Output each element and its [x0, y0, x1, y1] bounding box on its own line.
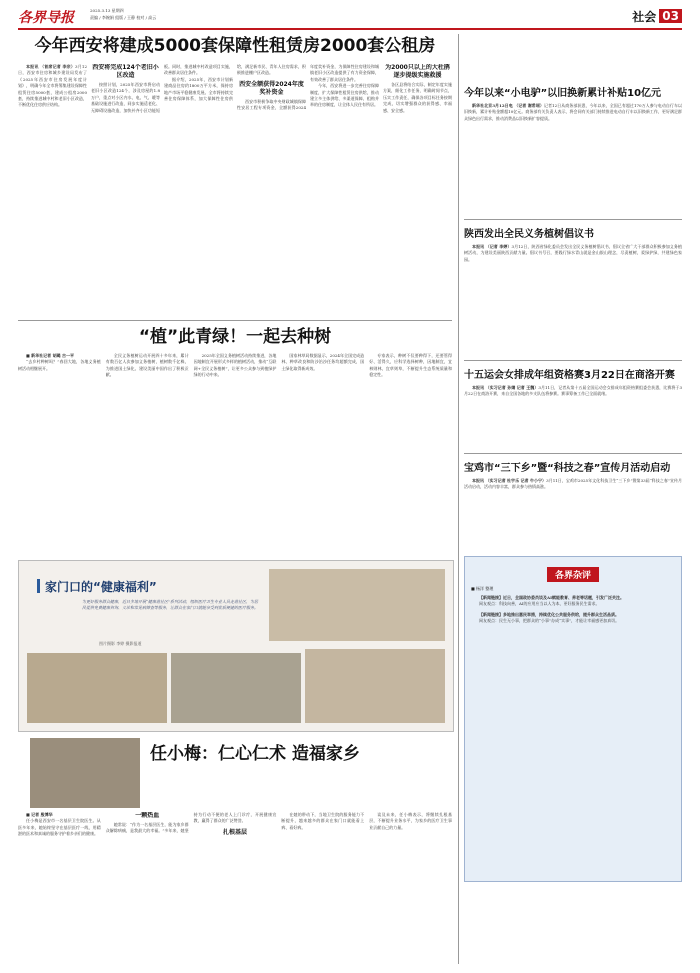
article-planting-body	[18, 353, 452, 558]
photo-elderly	[171, 653, 301, 723]
photo-checkup	[27, 653, 167, 723]
subhead-heart: 一颗热血	[135, 812, 160, 819]
headline-shaanxi: 陕西发出全民义务植树倡议书	[464, 229, 594, 240]
byline-planting: ■ 新华社记者 胡璐 古一平	[26, 353, 74, 358]
sidebar-comment-1: 网友观点：科技向善，AI的应用应当以人为本，更好服务民生需求。	[479, 601, 600, 607]
headline-planting: “植”此青绿！一起去种树	[138, 327, 332, 347]
byline-housing: 本报讯 （首席记者 李宗）	[26, 64, 76, 69]
volleyball-body	[464, 385, 682, 447]
housing-body-5: 各区县将结合实际，制定年度实施方案，细化工作任务，明确时间节点，压实工作责任，确保各项目标任务按期完成，切实增强群众的获得感、幸福感、安全感。	[383, 82, 452, 113]
headline-doctor: 任小梅：仁心仁术 造福家乡	[150, 744, 360, 764]
byline-doctor: ■ 记者 殷博华	[26, 812, 53, 817]
welfare-accent-bar	[37, 579, 40, 593]
welfare-photo-box	[18, 560, 454, 732]
welfare-intro: 为更好服务群众健康，近日多地开展“健康进社区”系列活动，组织医疗卫生专业人员走进社区，为居民提供免费健康咨询、义诊和常见病筛查等服务，让群众在家门口就能享受到优质便捷的医疗服务。	[81, 599, 259, 611]
right-column	[464, 35, 682, 965]
sidebar-commentary	[464, 556, 682, 882]
baoji-text: 3月11日，宝鸡市2025年文化科技卫生“三下乡”暨第33届“科技之春”宣传月活动启动，活动内容丰富，群众参与热情高涨。	[464, 478, 682, 490]
page-number: 03	[659, 9, 682, 23]
byline-ebike: 新华社北京3月12日电 （记者 谢希瑶）	[472, 103, 544, 108]
section-label: 社会	[632, 9, 657, 24]
housing-lead: 3月12日，西安市住房和城乡建设局发布了《2025年西安市住房发展年度计划》，明确今年全市将筹集建设保障性租赁住房5000套，建成公租房2000套，持续推进城中村和老旧小区改造，不断优化住房供应结构。	[18, 64, 87, 108]
ebike-text: 记者12日从商务部获悉，今年以来，全国已有超过170万人参与电动自行车以旧换新，累计补贴金额超10亿元。商务部有关负责人表示，将会同有关部门持续推进电动自行车以旧换新工作，更好满足群众绿色出行需求，推动消费品以旧换新扩容提质。	[464, 103, 682, 121]
headline-housing: 今年西安将建成5000套保障性租赁房2000套公租房	[34, 36, 436, 56]
section-badge	[632, 7, 682, 25]
masthead-logo: 各界导报	[18, 10, 74, 26]
headline-ebike: 今年以来“小电驴”以旧换新累计补贴10亿元	[464, 88, 662, 99]
subhead-grassroots: 扎根基层	[222, 828, 247, 836]
sidebar-title: 各界杂评	[547, 567, 599, 582]
planting-body-2: 2025年全国义务植树活动持续推进，各地因地制宜开展形式多样的植树活动，推动“互联网+全民义务植树”，让更多公众参与到植绿护绿的行动中来。	[193, 353, 277, 378]
article-housing-body	[18, 64, 452, 319]
doctor-body-2: 她常说：“作为一名基层医生，能为家乡群众解除病痛，是我最大的幸福。”多年来，她坚持为行动不便的老人上门诊疗，开展健康宣教，赢得了群众的广泛赞誉。	[105, 812, 277, 834]
masthead-editors: 责编 / 李婉娟 组版 / 王静 校对 / 高云	[90, 15, 157, 20]
subhead-rescue: 为2000只以上的大杜鹃逐步提级实施救援	[385, 64, 450, 79]
column-divider	[458, 34, 459, 964]
housing-body-4: 今年，西安将进一步完善住房保障制度，扩大保障性租赁住房供给，推动建立多主体供给、多渠道保障、租购并举的住房制度，让全体人民住有所居。	[310, 83, 379, 108]
doctor-body-4: 谈及未来，任小梅表示，将继续扎根基层，不断提升业务水平，为家乡的医疗卫生事业贡献自己的力量。	[369, 812, 452, 830]
photo-doctor	[305, 649, 445, 723]
divider-1	[18, 320, 452, 321]
photo-community-clinic	[269, 569, 445, 641]
byline-volleyball: 本报讯 （实习记者 孙婧 记者 王魏）	[472, 385, 539, 390]
byline-baoji: 本报讯 （实习记者 杜宇乐 记者 牛小宁）	[472, 478, 547, 483]
masthead-rule	[18, 28, 682, 30]
welfare-title: 家门口的“健康福利”	[45, 580, 157, 594]
subhead-old-community: 西安将完成124个老旧小区改造	[92, 64, 159, 79]
sidebar-byline: ■ 杨洋 整理	[471, 586, 494, 591]
byline-shaanxi: 本报讯 （记者 李婷）	[472, 244, 512, 249]
planting-lead: “去乡村种树吗？”春回大地，各地义务植树活动相继展开。	[18, 359, 101, 371]
planting-body-3: 国家林草局数据显示，2024年全国完成造林、种草改良和防沙治沙任务均超额完成，国土绿化取得新成效。	[281, 353, 365, 371]
sidebar-item-2: 【新闻链接】多地推出惠民举措，持续优化公共服务供给，提升群众生活品质。	[479, 611, 619, 617]
housing-body-2: 据介绍，2025年，西安市计划新建商品住房约1800万平方米，保持房地产市场平稳健康发展。全市将持续完善住房保障体系，加大保障性住房供给，满足新市民、青年人住房需求，积极推进棚户区改造。	[164, 64, 306, 102]
doctor-body-3: 在她的带动下，当地卫生院的服务能力不断提升，越来越多的群众在家门口就能看上病、看好病。	[281, 812, 365, 830]
photo-ren-xiaomei	[30, 738, 140, 808]
planting-body-1: 全民义务植树运动开展四十多年来，累计有数百亿人次参加义务植树，植树数千亿株，为推进国土绿化、建设美丽中国作出了积极贡献。	[105, 353, 189, 378]
subhead-subsidy: 西安全额获得2024年度奖补资金	[239, 80, 304, 96]
baoji-body	[464, 478, 682, 548]
masthead-date: 2025.3.13 星期四	[90, 8, 124, 13]
headline-baoji: 宝鸡市“三下乡”暨“科技之春”宣传月活动启动	[464, 463, 671, 474]
volleyball-text: 3月11日，记者从第十五届全国运动会女排成年组资格赛组委会获悉，比赛将于3月22日在商洛开赛，来自全国各地的多支队伍将参赛。赛事筹备工作已全面就绪。	[464, 385, 682, 397]
headline-volleyball: 十五运会女排成年组资格赛3月22日在商洛开赛	[464, 370, 675, 381]
doctor-body-1: 任小梅是西安市一名基层卫生院医生。从医多年来，她始终坚守在基层医疗一线，用精湛的医术和真诚的服务守护着乡亲们的健康。	[18, 818, 101, 837]
ebike-body	[464, 103, 682, 213]
sidebar-item-1: 【新闻链接】近日，全国政协委员谈及AI赋能教育、养老等话题，引发广泛关注。	[479, 595, 624, 600]
planting-body-4: 专家表示，种树不仅要种得下，还要管得好、活得久，应科学选择树种，因地制宜，宜林则林、宜草则草，不断提升生态系统质量和稳定性。	[369, 353, 452, 378]
shaanxi-body	[464, 244, 682, 354]
article-doctor-body	[18, 812, 452, 962]
masthead	[18, 7, 682, 29]
housing-body-1: 按照计划，2025年西安市将启动老旧小区改造124个，涉及房屋约1.8万户，重点对小区内水、电、气、暖等基础设施进行改造，同步实施适老化、无障碍设施改造，加快补齐小区功能短板。同时，推进城中村改造项目实施，改善群众居住条件。	[91, 64, 233, 113]
shaanxi-text: 3月12日，陕西省绿化委员会发出全民义务植树倡议书，倡议全省广大干部群众积极参加义务植树活动，为建设美丽陕西贡献力量。倡议书号召，要践行绿水青山就是金山银山理念，尽责植树，爱绿护绿，共建绿色家园。	[464, 244, 682, 262]
sidebar-comment-2: 网友观点：民生无小事，把群众的“小事”办成“实事”，才能让幸福感更加真切。	[479, 618, 620, 624]
housing-body-3: 西安市积极争取中央财政城镇保障性安居工程专项资金，全额获得2024年度奖补资金，为保障性住房建设和城镇老旧小区改造提供了有力资金保障，有效改善了群众居住条件。	[237, 64, 379, 111]
welfare-credit: 图片摄影 李婷 摄影报道	[99, 641, 142, 646]
